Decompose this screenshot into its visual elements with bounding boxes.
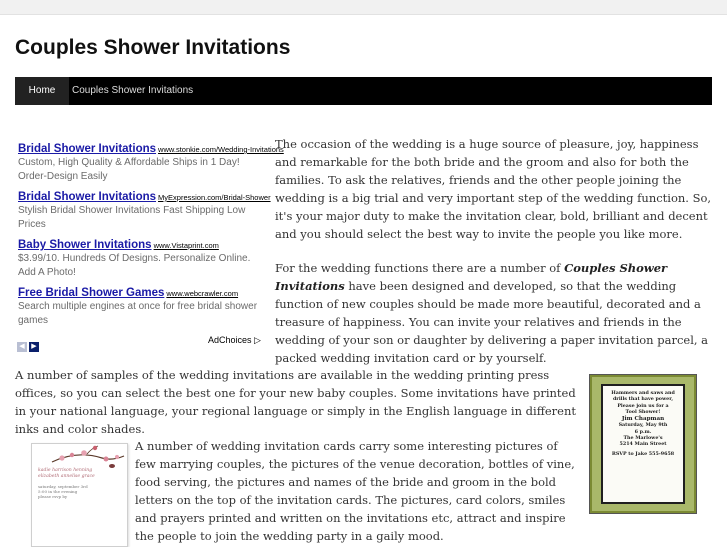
invite-line: drills that have power, [612,396,674,403]
paragraph-samples: A number of samples of the wedding invitations are available in the wedding printing press offices, so you can select the best one for your new baby couples. Some invitations have printed in your national language, your regional language or simply in the English language in different inks and color shades. [15,368,577,436]
invite-line: Please join us for a [617,402,669,409]
card-detail: please rsvp by [38,494,68,499]
keyword-emphasis: Couples Shower Invitations [275,261,668,293]
floral-wedding-card-image [31,443,128,547]
ad-item[interactable] [18,189,271,232]
ad-item[interactable] [18,285,260,328]
ad-title[interactable]: Free Bridal Shower Games [18,287,165,299]
invite-rsvp: RSVP to Jake 555-9658 [611,450,675,457]
paragraph-text: have been designed and developed, so that the wedding function of new couples should be made more beautiful, decorated and a treasure of happiness. You can invite your relatives and friends in the wedding of your son or daughter by delivering a paper invitation parcel, a packed wedding invitation card or by yourself. [275,279,709,365]
paragraph-intro: The occasion of the wedding is a huge source of pleasure, joy, happiness and remarkable for the both bride and the groom and also for both the families. To ask the relatives, friends and the other people joining the wedding is a big trial and very important step of the wedding function. So, it's your major duty to make the invitation clear, bold, brilliant and decent and you should select the best way to invite the people you like more. [275,137,712,241]
tool-shower-invitation-image [589,374,697,514]
invite-detail: 5214 Main Street [619,441,667,448]
site-title[interactable]: Couples Shower Invitations [15,36,291,59]
ad-url[interactable]: MyExpression.com/Bridal-Shower [158,193,271,202]
adchoices-link[interactable]: AdChoices ▷ [208,335,261,345]
paragraph-couples [275,259,715,367]
top-strip [0,0,727,15]
ad-title[interactable]: Baby Shower Invitations [18,239,152,251]
nav-bar [15,77,712,105]
ad-title[interactable]: Bridal Shower Invitations [18,191,157,203]
card-detail: saturday, september 3rd [38,484,88,489]
card-text [38,468,124,499]
invitation-text-panel [601,384,685,504]
ad-url[interactable]: www.stonkie.com/Wedding-Invitations [158,145,284,154]
ad-url[interactable]: www.Vistaprint.com [153,241,219,250]
ad-url[interactable]: www.webcrawler.com [166,289,239,298]
invite-line: Tool Shower! [625,408,661,415]
ad-pager [17,335,41,353]
ad-title[interactable]: Bridal Shower Invitations [18,143,157,155]
card-name: elizabeth annelise grace [38,474,95,479]
ad-block [15,139,284,350]
invite-host-name: Jim Chapman [621,416,665,423]
invite-detail: The Marlowe's [623,435,663,442]
card-name: kadie harrison henning [38,468,93,473]
invite-line: Hammers and saws and [611,390,675,396]
ad-description: Stylish Bridal Shower Invitations Fast Shipping Low Prices [18,205,246,230]
chevron-right-icon[interactable]: ▶ [29,342,39,352]
nav-home[interactable]: Home [15,77,69,105]
paragraph-text: For the wedding functions there are a number of [275,261,565,275]
ad-description: Search multiple engines at once for free bridal shower games [18,301,258,326]
card-detail: 5:00 in the evening [38,489,78,494]
invite-detail: 6 p.m. [634,428,652,435]
invite-detail: Saturday, May 9th [618,422,668,429]
ad-description: $3.99/10. Hundreds Of Designs. Personalize Online. Add A Photo! [18,253,251,278]
chevron-left-icon[interactable]: ◀ [17,342,27,352]
ad-item[interactable] [18,237,260,280]
ad-description: Custom, High Quality & Affordable Ships in 1 Day! Order-Design Easily [18,157,240,182]
paragraph-pictures: A number of wedding invitation cards carry some interesting pictures of few marrying couples, the pictures of the venue decoration, bottles of vine, food serving, the pictures and names of the bride and groom in the bold letters on the top of the invitation cards. The pictures, card colors, smiles and prayers printed and written on the invitations etc, attract and inspire the people to join the wedding party in a gaily mood. [135,439,575,543]
nav-couples-shower-invitations[interactable]: Couples Shower Invitations [72,85,194,96]
ad-item[interactable] [18,141,284,184]
